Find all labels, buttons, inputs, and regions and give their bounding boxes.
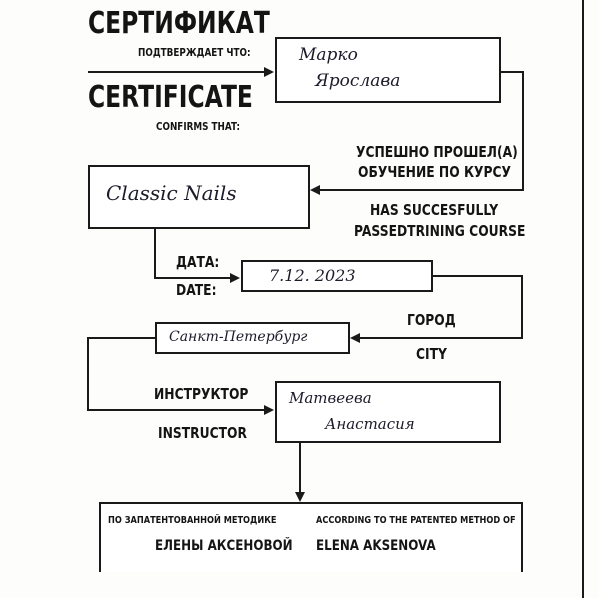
method-author-en: ELENA AKSENOVA xyxy=(316,538,436,554)
student-name-box xyxy=(275,37,501,103)
certificate-title-ru: СЕРТИФИКАТ xyxy=(88,6,270,41)
student-name-last: Ярослава xyxy=(315,71,401,91)
student-name-first: Марко xyxy=(299,45,358,65)
certificate-subtitle-ru: ПОДТВЕРЖДАЕТ ЧТО: xyxy=(138,46,251,59)
date-value: 7.12. 2023 xyxy=(269,266,356,285)
instructor-name-box xyxy=(275,381,501,443)
city-label-en: CITY xyxy=(416,345,447,363)
city-box xyxy=(155,322,350,354)
method-caption-en: ACCORDING TO THE PATENTED METHOD OF xyxy=(316,515,516,526)
instructor-name-last: Матвеева xyxy=(289,389,372,407)
course-label-en-2: PASSEDTRINING COURSE xyxy=(354,222,526,240)
certificate-title-en: CERTIFICATE xyxy=(88,80,253,115)
course-label-ru-2: ОБУЧЕНИЕ ПО КУРСУ xyxy=(358,163,512,181)
city-value: Санкт-Петербург xyxy=(169,329,308,345)
date-label-ru: ДАТА: xyxy=(176,253,220,271)
date-label-en: DATE: xyxy=(176,281,217,299)
instructor-name-first: Анастасия xyxy=(325,415,415,433)
certificate-subtitle-en: CONFIRMS THAT: xyxy=(156,120,241,133)
method-caption-ru: ПО ЗАПАТЕНТОВАННОЙ МЕТОДИКЕ xyxy=(108,515,277,526)
instructor-label-ru: ИНСТРУКТОР xyxy=(154,385,249,403)
course-name: Classic Nails xyxy=(106,181,237,205)
city-label-ru: ГОРОД xyxy=(407,311,456,329)
method-author-ru: ЕЛЕНЫ АКСЕНОВОЙ xyxy=(155,538,293,554)
course-label-en-1: HAS SUCCESFULLY xyxy=(370,201,499,219)
instructor-label-en: INSTRUCTOR xyxy=(158,424,247,442)
date-box xyxy=(241,260,433,292)
course-name-box xyxy=(88,165,310,229)
course-label-ru-1: УСПЕШНО ПРОШЕЛ(А) xyxy=(356,143,518,161)
method-box xyxy=(99,502,523,572)
